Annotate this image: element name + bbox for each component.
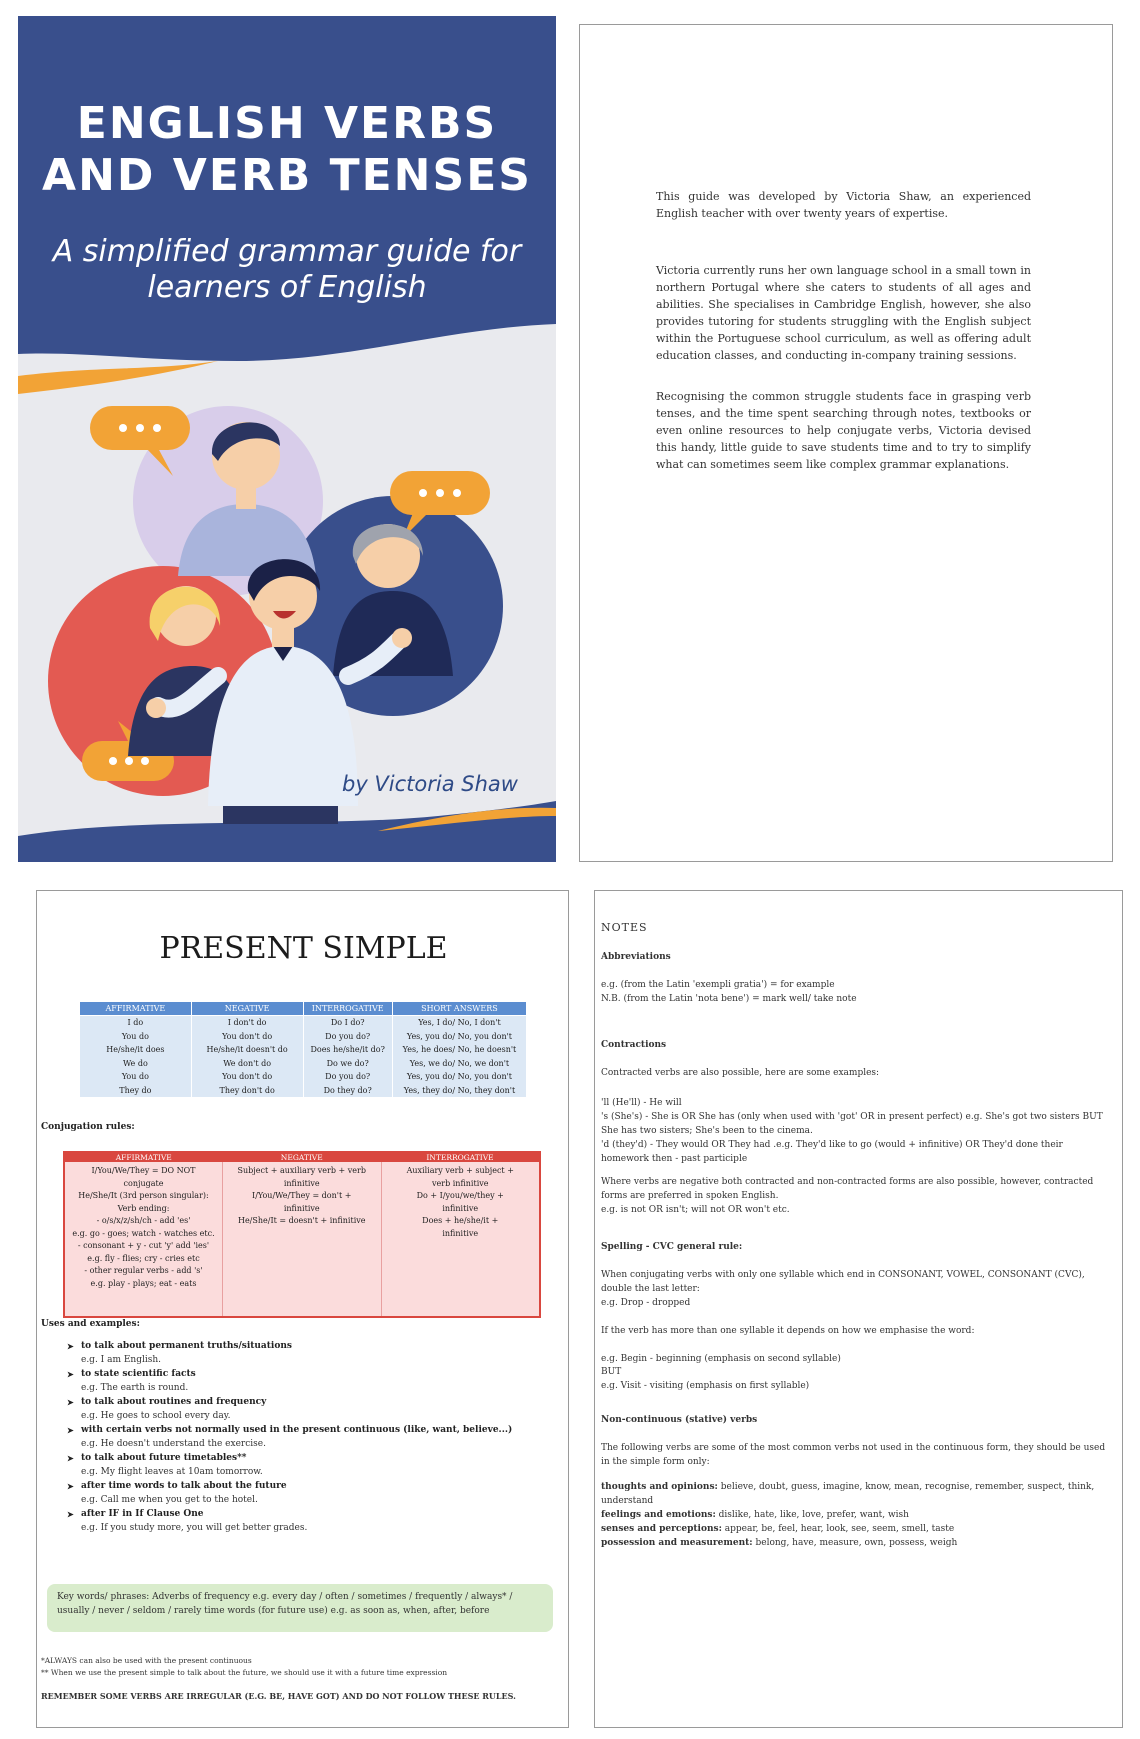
use-rule: ➤ after time words to talk about the future: [67, 1479, 527, 1493]
stative-label: possession and measurement:: [601, 1538, 753, 1548]
page-title: NOTES: [601, 921, 648, 934]
table-header: NEGATIVE: [223, 1152, 382, 1162]
table-row: [80, 1084, 527, 1098]
table-row: [80, 1070, 527, 1084]
cover-author: by Victoria Shaw: [342, 772, 518, 796]
cover-subtitle: [18, 234, 556, 306]
about-paragraph: Recognising the common struggle students face in grasping verb tenses, and the time spent searching through notes, textbooks or even online resources to help conjugate verbs, Victoria devised this handy, little guide to save students time and to try to simplify what can sometimes seem like complex grammar explanations.: [656, 390, 1031, 471]
list-item: [67, 1451, 527, 1479]
note-line: If the verb has more than one syllable it depends on how we emphasise the word:: [601, 1326, 975, 1336]
use-example: e.g. If you study more, you will get better grades.: [81, 1523, 308, 1533]
rule-line: Subject + auxiliary verb + verb: [237, 1166, 366, 1175]
rule-line: - other regular verbs - add 's': [84, 1266, 203, 1275]
rule-line: e.g. fly - flies; cry - cries etc: [87, 1253, 200, 1263]
about-paragraph: Victoria currently runs her own language school in a small town in northern Portugal where she caters to students of all ages and abilities. She specialises in Cambridge English, however, she also provides tutoring for students struggling with the English subject within the Portuguese school curriculum, as well as offering adult education classes, and conducting in-company training sessions.: [656, 264, 1031, 362]
table-cell: You do: [80, 1030, 192, 1044]
note-line: The following verbs are some of the most common verbs not used in the continuous form, they should be used in the simple form only:: [601, 1443, 1106, 1467]
table-cell: We do: [80, 1057, 192, 1071]
page-title: PRESENT SIMPLE: [159, 931, 448, 966]
rule-line: Does + he/she/it +: [422, 1216, 499, 1225]
use-example: e.g. Call me when you get to the hotel.: [81, 1495, 258, 1505]
table-cell: Yes, you do/ No, you don't: [392, 1030, 526, 1044]
list-item: [67, 1339, 527, 1367]
table-row: [80, 1016, 527, 1030]
table-cell: He/she/it doesn't do: [191, 1043, 303, 1057]
table-header-row: [64, 1152, 540, 1162]
cover-title-line: AND VERB TENSES: [42, 150, 532, 201]
use-rule: ➤ to state scientific facts: [67, 1367, 527, 1381]
section-label: Conjugation rules:: [41, 1122, 135, 1132]
list-item: [67, 1367, 527, 1395]
footnote: *ALWAYS can also be used with the present continuous: [41, 1656, 252, 1665]
note-line: [601, 1537, 1113, 1551]
note-line: e.g. is not OR isn't; will not OR won't etc.: [601, 1205, 790, 1215]
rule-line: verb infinitive: [431, 1178, 489, 1188]
verb-forms-table: [79, 1001, 527, 1097]
note-line: [601, 1523, 1113, 1537]
rule-line: Verb ending:: [117, 1203, 170, 1213]
stative-label: thoughts and opinions:: [601, 1482, 718, 1492]
rule-line: e.g. play - plays; eat - eats: [90, 1278, 197, 1288]
table-cell: Do we do?: [303, 1057, 392, 1071]
cover-subtitle-line: learners of English: [147, 270, 427, 305]
list-item: [67, 1423, 527, 1451]
about-paragraph: This guide was developed by Victoria Shaw, an experienced English teacher with over twenty years of expertise.: [656, 190, 1031, 220]
table-cell: Do you do?: [303, 1030, 392, 1044]
use-example: e.g. He doesn't understand the exercise.: [81, 1439, 266, 1449]
section-heading: Spelling - CVC general rule:: [601, 1242, 743, 1252]
use-example: e.g. I am English.: [81, 1355, 162, 1365]
remember-note: REMEMBER SOME VERBS ARE IRREGULAR (E.G. BE, HAVE GOT) AND DO NOT FOLLOW THESE RULES.: [41, 1691, 516, 1701]
table-cell: [223, 1162, 382, 1317]
section-heading: Abbreviations: [601, 952, 671, 962]
table-cell: I don't do: [191, 1016, 303, 1030]
note-line: Where verbs are negative both contracted and non-contracted forms are also possible, however, contracted forms are preferred in spoken English.: [601, 1177, 1094, 1201]
key-words-box: Key words/ phrases: Adverbs of frequency e.g. every day / often / sometimes / frequently / always* / usually / never / seldom / rarely time words (for future use) e.g. as soon as, when, after, before: [47, 1584, 553, 1632]
table-header: NEGATIVE: [191, 1002, 303, 1016]
table-row: [80, 1043, 527, 1057]
table-cell: Yes, I do/ No, I don't: [392, 1016, 526, 1030]
note-line: e.g. Visit - visiting (emphasis on first syllable): [601, 1381, 810, 1391]
use-example: e.g. My flight leaves at 10am tomorrow.: [81, 1467, 263, 1477]
use-rule: ➤ to talk about future timetables**: [67, 1451, 527, 1465]
uses-list: [67, 1339, 527, 1535]
section-heading: Contractions: [601, 1040, 667, 1050]
note-line: When conjugating verbs with only one syllable which end in CONSONANT, VOWEL, CONSONANT (CVC), double the last letter:: [601, 1270, 1085, 1294]
notes-page: [594, 890, 1123, 1728]
conjugation-rules-table: [63, 1151, 541, 1318]
table-header: AFFIRMATIVE: [64, 1152, 223, 1162]
about-page: [579, 24, 1113, 862]
rule-line: Do + I/you/we/they +: [416, 1191, 504, 1200]
table-cell: You don't do: [191, 1030, 303, 1044]
table-row: [80, 1057, 527, 1071]
list-item: [67, 1395, 527, 1423]
table-cell: You do: [80, 1070, 192, 1084]
rule-line: e.g. go - goes; watch - watches etc.: [72, 1228, 215, 1238]
table-header: INTERROGATIVE: [303, 1002, 392, 1016]
table-header: SHORT ANSWERS: [392, 1002, 526, 1016]
stative-verbs: appear, be, feel, hear, look, see, seem, smell, taste: [724, 1524, 955, 1534]
table-cell: They do: [80, 1084, 192, 1098]
stative-verbs: belong, have, measure, own, possess, weigh: [755, 1538, 958, 1548]
present-simple-page: [36, 890, 569, 1728]
table-cell: Do I do?: [303, 1016, 392, 1030]
table-cell: I do: [80, 1016, 192, 1030]
stative-verbs: believe, doubt, guess, imagine, know, mean, recognise, remember, suspect, think, understand: [601, 1482, 1095, 1506]
note-line: N.B. (from the Latin 'nota bene') = mark well/ take note: [601, 994, 857, 1004]
table-cell: They don't do: [191, 1084, 303, 1098]
use-rule: ➤ to talk about permanent truths/situations: [67, 1339, 527, 1353]
table-cell: Does he/she/it do?: [303, 1043, 392, 1057]
book-cover: [18, 16, 556, 862]
note-line: e.g. Begin - beginning (emphasis on second syllable): [601, 1354, 841, 1364]
footnote: ** When we use the present simple to talk about the future, we should use it with a future time expression: [41, 1668, 448, 1677]
table-cell: [64, 1162, 223, 1317]
use-rule: ➤ to talk about routines and frequency: [67, 1395, 527, 1409]
use-example: e.g. He goes to school every day.: [81, 1411, 231, 1421]
cover-subtitle-line: A simplified grammar guide for: [52, 234, 522, 269]
table-header: INTERROGATIVE: [381, 1152, 540, 1162]
note-line: [601, 1481, 1113, 1508]
rule-line: infinitive: [283, 1178, 320, 1188]
note-line: 'd (they'd) - They would OR They had .e.g. They'd like to go (would + infinitive) OR They'd done their homework then - past participle: [601, 1140, 1063, 1164]
note-line: Contracted verbs are also possible, here are some examples:: [601, 1068, 880, 1078]
table-cell: We don't do: [191, 1057, 303, 1071]
stative-label: senses and perceptions:: [601, 1524, 722, 1534]
note-line: [601, 1509, 1113, 1523]
note-line: e.g. (from the Latin 'exempli gratia') = for example: [601, 980, 835, 990]
table-cell: Yes, he does/ No, he doesn't: [392, 1043, 526, 1057]
table-cell: You don't do: [191, 1070, 303, 1084]
table-row: [64, 1162, 540, 1317]
note-line: e.g. Drop - dropped: [601, 1298, 691, 1308]
cover-title-line: ENGLISH VERBS: [76, 98, 498, 149]
note-line: 'll (He'll) - He will: [601, 1098, 682, 1108]
table-cell: Yes, you do/ No, you don't: [392, 1070, 526, 1084]
table-cell: Do they do?: [303, 1084, 392, 1098]
note-line: 's (She's) - She is OR She has (only when used with 'got' OR in present perfect) e.g. She's got two sisters BUT She has two sisters; She's been to the cinema.: [601, 1112, 1103, 1136]
table-cell: He/she/it does: [80, 1043, 192, 1057]
rule-line: I/You/We/They = don't +: [252, 1191, 352, 1200]
section-label: Uses and examples:: [41, 1319, 140, 1329]
rule-line: He/She/It = doesn't + infinitive: [237, 1216, 366, 1225]
section-heading: Non-continuous (stative) verbs: [601, 1415, 758, 1425]
cover-orange-swoosh: [18, 361, 218, 394]
rule-line: infinitive: [283, 1203, 320, 1213]
use-example: e.g. The earth is round.: [81, 1383, 189, 1393]
table-row: [80, 1030, 527, 1044]
rule-line: infinitive: [442, 1228, 479, 1238]
rule-line: conjugate: [123, 1178, 164, 1188]
list-item: [67, 1479, 527, 1507]
rule-line: - consonant + y - cut 'y' add 'ies': [77, 1241, 210, 1250]
stative-verbs: dislike, hate, like, love, prefer, want, wish: [718, 1510, 909, 1520]
rule-line: - o/s/x/z/sh/ch - add 'es': [96, 1216, 191, 1225]
table-header-row: [80, 1002, 527, 1016]
rule-line: I/You/We/They = DO NOT: [91, 1166, 196, 1175]
stative-label: feelings and emotions:: [601, 1510, 716, 1520]
use-rule: ➤ with certain verbs not normally used in the present continuous (like, want, believe...): [67, 1423, 527, 1437]
rule-line: He/She/It (3rd person singular):: [78, 1191, 209, 1200]
table-header: AFFIRMATIVE: [80, 1002, 192, 1016]
list-item: [67, 1507, 527, 1535]
cover-title: [18, 98, 556, 202]
use-rule: ➤ after IF in If Clause One: [67, 1507, 527, 1521]
table-cell: [381, 1162, 540, 1317]
table-cell: Yes, we do/ No, we don't: [392, 1057, 526, 1071]
note-line: BUT: [601, 1367, 622, 1377]
rule-line: infinitive: [442, 1203, 479, 1213]
table-cell: Yes, they do/ No, they don't: [392, 1084, 526, 1098]
table-cell: Do you do?: [303, 1070, 392, 1084]
rule-line: Auxiliary verb + subject +: [406, 1166, 514, 1175]
